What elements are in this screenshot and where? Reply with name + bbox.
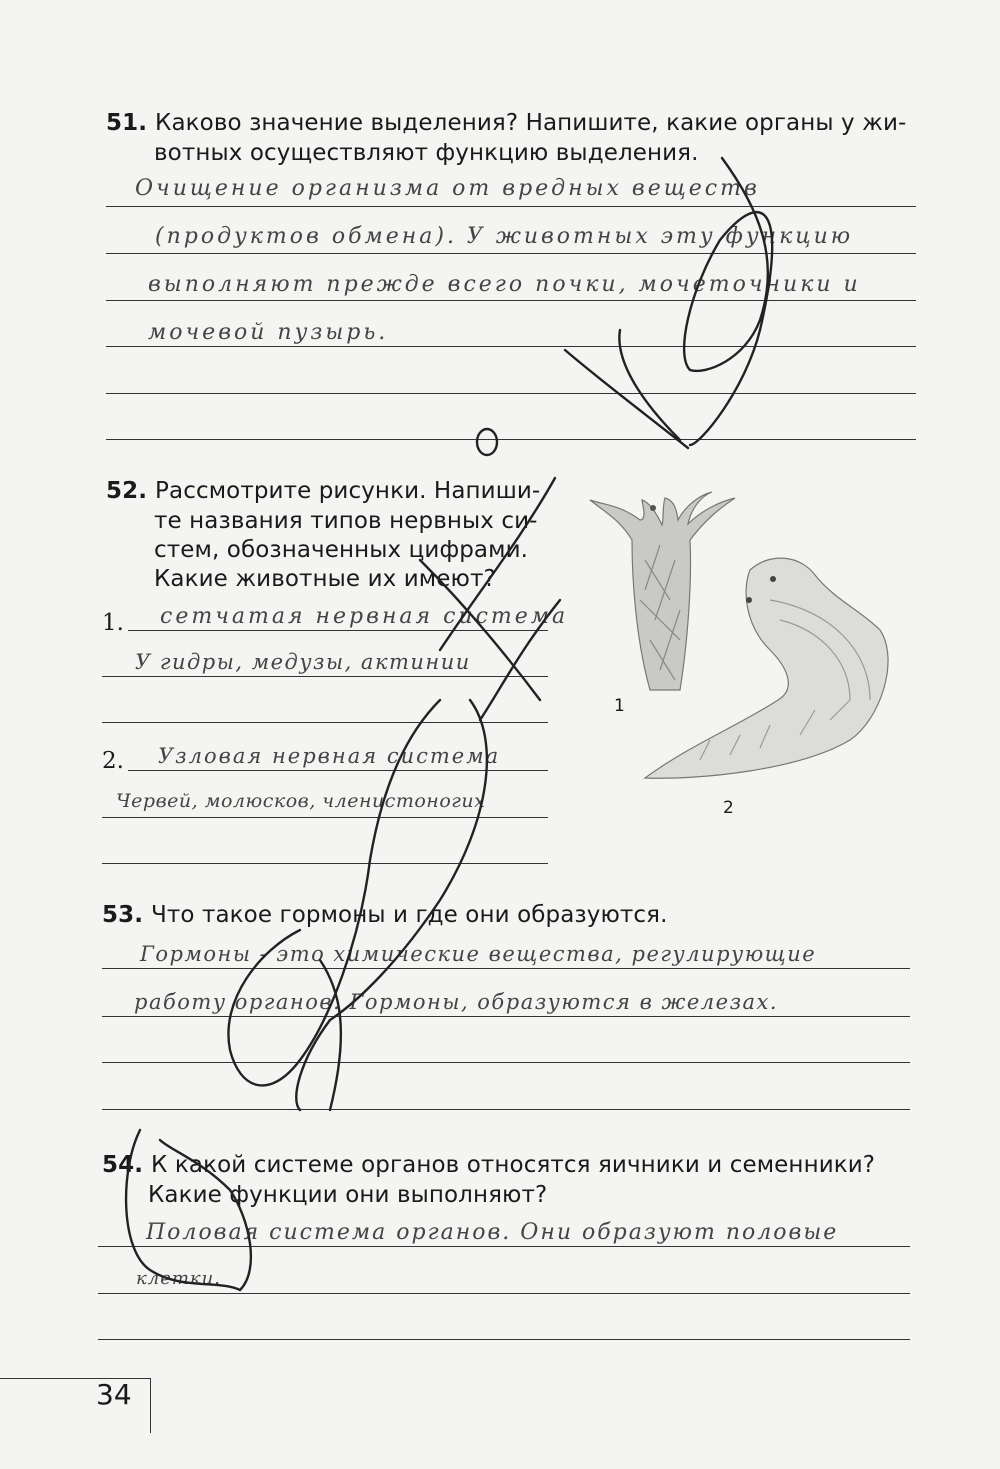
question-text-line: Какие функции они выполняют? bbox=[148, 1182, 548, 1208]
handwritten-answer: сетчатая нервная система bbox=[160, 604, 569, 629]
figure-label-2: 2 bbox=[723, 798, 734, 818]
item-number: 2. bbox=[102, 748, 124, 774]
answer-line bbox=[106, 393, 916, 394]
answer-line bbox=[102, 676, 548, 677]
grade-circle bbox=[477, 429, 497, 455]
check-stroke bbox=[684, 158, 772, 445]
question-number: 54. bbox=[102, 1152, 144, 1178]
figure-label-1: 1 bbox=[614, 696, 625, 716]
question-text-line: К какой системе органов относятся яичники и семенники? bbox=[151, 1152, 876, 1178]
check-stroke bbox=[565, 350, 688, 448]
handwritten-answer: Узловая нервная система bbox=[158, 744, 501, 768]
question-text-line: вотных осуществляют функцию выделения. bbox=[154, 140, 699, 166]
question-52-line-3 bbox=[154, 535, 528, 565]
handwritten-answer: выполняют прежде всего почки, мочеточники и bbox=[148, 272, 861, 297]
handwritten-answer: работу органов. Гормоны, образуются в железах. bbox=[134, 990, 779, 1014]
answer-line bbox=[106, 206, 916, 207]
question-52-line-4 bbox=[154, 564, 496, 594]
question-54-line-2 bbox=[148, 1180, 547, 1210]
question-51 bbox=[106, 108, 906, 138]
handwritten-answer: У гидры, медузы, актинии bbox=[135, 650, 471, 674]
answer-line bbox=[98, 1246, 910, 1247]
answer-line bbox=[102, 1016, 910, 1017]
answer-line bbox=[102, 1062, 910, 1063]
answer-line bbox=[106, 439, 916, 440]
check-stroke bbox=[320, 960, 341, 1110]
handwritten-answer: клетки. bbox=[136, 1268, 221, 1289]
question-51-line-2 bbox=[154, 138, 699, 168]
hydra-illustration bbox=[590, 492, 735, 690]
question-number: 53. bbox=[102, 902, 144, 928]
planarian-illustration bbox=[645, 558, 888, 778]
handwritten-answer: Гормоны - это химические вещества, регулирующие bbox=[140, 942, 817, 966]
answer-line bbox=[102, 968, 910, 969]
handwritten-answer: Очищение организма от вредных веществ bbox=[135, 176, 760, 201]
answer-line bbox=[102, 863, 548, 864]
question-52-line-2 bbox=[154, 506, 538, 536]
handwritten-answer: Половая система органов. Они образуют половые bbox=[146, 1220, 839, 1245]
answer-line bbox=[102, 1109, 910, 1110]
answer-line bbox=[106, 346, 916, 347]
answer-line bbox=[102, 722, 548, 723]
item-number: 1. bbox=[102, 610, 124, 636]
handwritten-answer: (продуктов обмена). У животных эту функцию bbox=[155, 224, 854, 249]
answer-line bbox=[128, 770, 548, 771]
question-52 bbox=[106, 476, 540, 506]
answer-line bbox=[106, 300, 916, 301]
answer-line bbox=[98, 1339, 910, 1340]
question-53 bbox=[102, 900, 668, 930]
answer-line bbox=[98, 1293, 910, 1294]
page-number: 34 bbox=[96, 1378, 132, 1411]
question-54 bbox=[102, 1150, 875, 1180]
answer-line bbox=[102, 817, 548, 818]
handwritten-answer: Червей, молюсков, членистоногих bbox=[116, 790, 486, 812]
question-number: 51. bbox=[106, 110, 148, 136]
question-text-line: Рассмотрите рисунки. Напиши- bbox=[155, 478, 541, 504]
handwritten-answer: мочевой пузырь. bbox=[148, 320, 389, 345]
question-text-line: Какие животные их имеют? bbox=[154, 566, 496, 592]
question-text-line: Каково значение выделения? Напишите, какие органы у жи- bbox=[155, 110, 907, 136]
answer-line bbox=[106, 253, 916, 254]
question-text-line: Что такое гормоны и где они образуются. bbox=[151, 902, 668, 928]
answer-line bbox=[128, 630, 548, 631]
question-text-line: стем, обозначенных цифрами. bbox=[154, 537, 529, 563]
question-number: 52. bbox=[106, 478, 148, 504]
question-text-line: те названия типов нервных си- bbox=[154, 508, 538, 534]
